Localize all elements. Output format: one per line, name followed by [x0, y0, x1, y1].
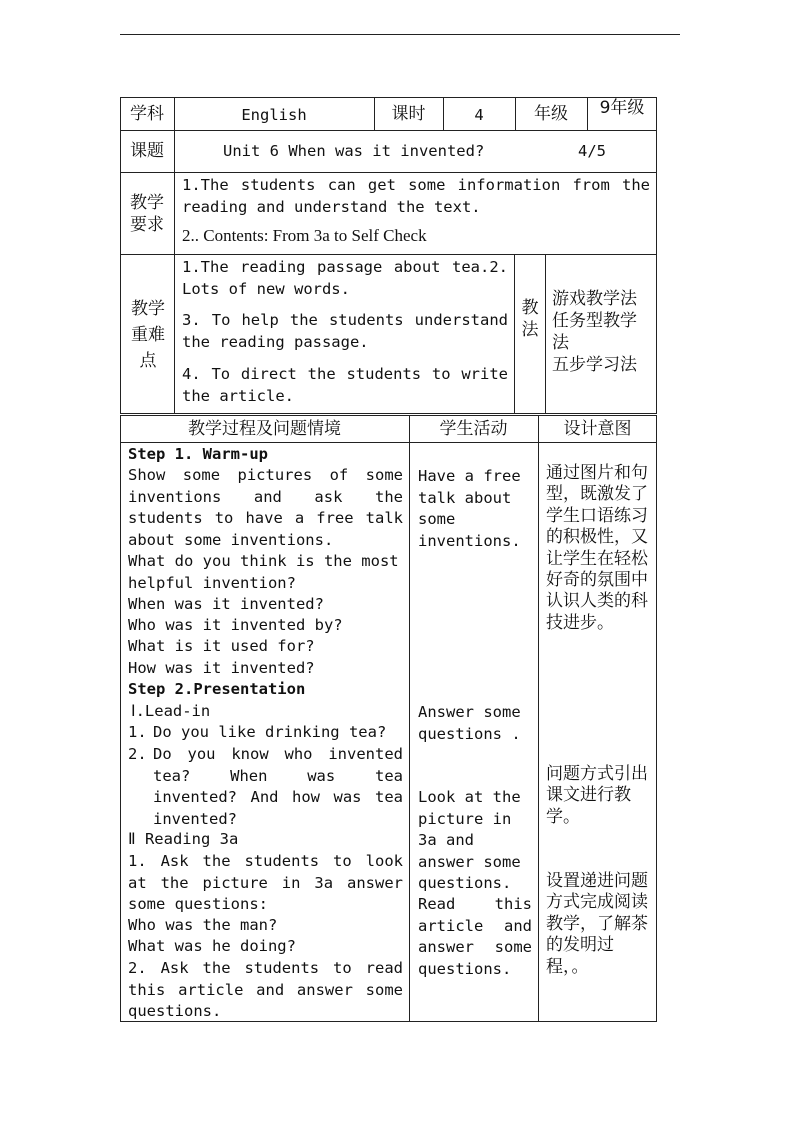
requirements-line1: 1.The students can get some information from the reading and understand the text. — [182, 176, 660, 216]
col-divider — [514, 254, 515, 414]
student-activity: Look at the picture in 3a and answer some questions. — [418, 788, 530, 892]
method-label: 教法 — [521, 298, 539, 340]
design-intent: 问题方式引出课文进行教学。 — [546, 764, 648, 827]
design-intent: 通过图片和句型，既激发了学生口语练习的积极性，又让学生在轻松好奇的氛围中认识人类的科技进步。 — [546, 463, 648, 633]
leadin-num: 2. — [128, 745, 147, 763]
step1-title: Step 1. Warm-up — [128, 445, 268, 463]
row-divider — [120, 172, 657, 173]
leadin-heading: Ⅰ.Lead-in — [131, 702, 211, 720]
period-label: 课时 — [391, 104, 426, 124]
col-divider — [409, 415, 410, 1022]
keypoint-3: 4. To direct the students to write the article. — [182, 365, 518, 405]
keypoint-1: 1.The reading passage about tea.2. Lots of new words. — [182, 258, 518, 298]
topic-value: Unit 6 When was it invented? — [223, 142, 485, 160]
col-header-activity: 学生活动 — [439, 419, 508, 439]
period-value: 4 — [474, 106, 484, 124]
subject-label: 学科 — [130, 104, 164, 124]
col-header-intent: 设计意图 — [563, 419, 632, 439]
reading-step: 2. Ask the students to read this article and answer some questions. — [128, 959, 413, 1020]
step2-title: Step 2.Presentation — [128, 680, 306, 698]
methods-list — [552, 288, 650, 376]
topic-page: 4/5 — [578, 142, 606, 160]
method-item: 任务型教学法 — [552, 311, 637, 353]
row-divider — [120, 442, 657, 443]
requirements-label: 教学要求 — [130, 193, 164, 235]
topic-label: 课题 — [130, 141, 164, 161]
step1-text: Show some pictures of some inventions and ask the students to have a free talk about some inventions. — [128, 466, 413, 549]
method-item: 五步学习法 — [552, 355, 637, 375]
reading-question: Who was the man? — [128, 916, 278, 934]
reading-step: 1. Ask the students to look at the picture in 3a answer some questions: — [128, 852, 413, 913]
leadin-item: Do you know who invented tea? When was tea invented? And how was tea invented? — [153, 745, 413, 828]
row-divider — [120, 254, 657, 255]
keypoint-2: 3. To help the students understand the reading passage. — [182, 311, 518, 351]
student-activity: Read this article and answer some questions. — [418, 895, 542, 978]
warmup-question: How was it invented? — [128, 659, 315, 677]
keypoints-label: 教学重难点 — [131, 299, 165, 371]
design-intent: 设置递进问题方式完成阅读教学，了解茶的发明过程，。 — [546, 871, 648, 977]
subject-value: English — [241, 106, 307, 124]
method-item: 游戏教学法 — [552, 289, 637, 309]
reading-question: What was he doing? — [128, 937, 296, 955]
warmup-question: When was it invented? — [128, 595, 324, 613]
requirements-line2: 2.. Contents: From 3a to Self Check — [182, 226, 427, 245]
warmup-question: What do you think is the most helpful invention? — [128, 552, 408, 592]
col-header-process: 教学过程及问题情境 — [188, 419, 341, 439]
grade-value: 9年级 — [599, 98, 645, 118]
leadin-item: Do you like drinking tea? — [153, 723, 387, 741]
student-activity: Have a free talk about some inventions. — [418, 467, 530, 550]
header-rule — [120, 34, 680, 35]
student-activity: Answer some questions . — [418, 703, 530, 743]
warmup-question: What is it used for? — [128, 637, 315, 655]
col-divider — [174, 97, 175, 414]
warmup-question: Who was it invented by? — [128, 616, 343, 634]
leadin-num: 1. — [128, 723, 147, 741]
col-divider — [545, 254, 546, 414]
grade-label: 年级 — [534, 104, 568, 124]
row-divider — [120, 130, 657, 131]
reading-heading: Ⅱ Reading 3a — [128, 830, 239, 848]
